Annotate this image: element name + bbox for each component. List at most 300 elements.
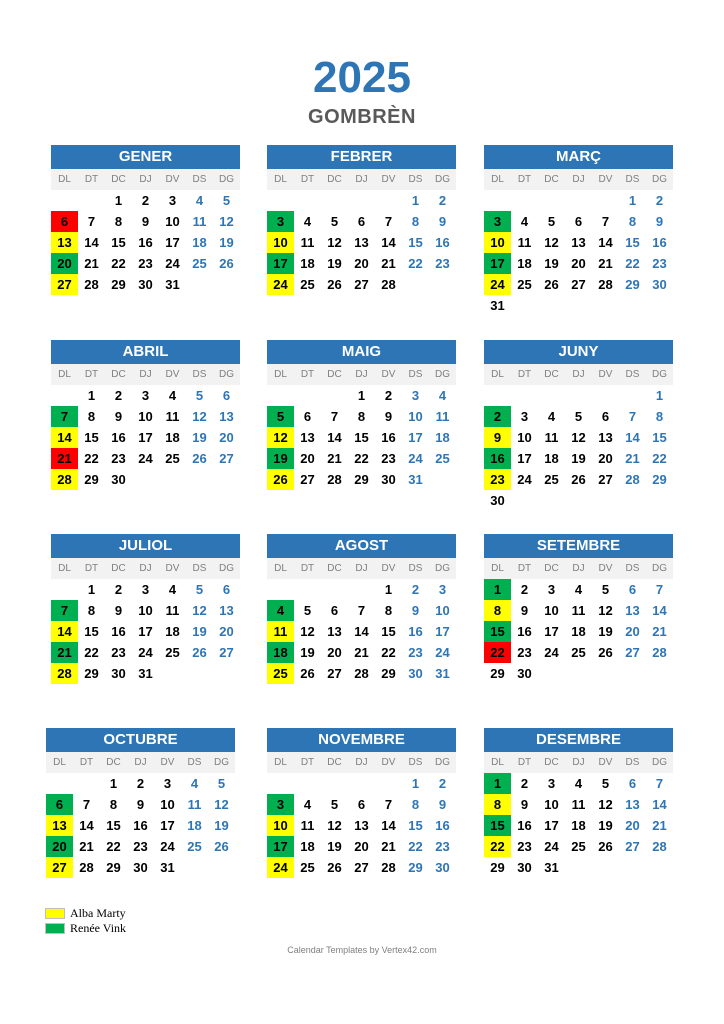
day-cell: 4 [520, 214, 529, 229]
day-cell: 14 [354, 624, 369, 639]
day-cell: 28 [598, 277, 613, 292]
weekday-label: DL [58, 174, 71, 185]
day-cell: 3 [484, 211, 511, 232]
day-cell: 10 [408, 409, 423, 424]
day-cell: 30 [138, 277, 153, 292]
day-cell: 22 [484, 836, 511, 857]
day-cell: 5 [267, 406, 294, 427]
day-cell: 21 [327, 451, 342, 466]
weekday-label: DT [517, 563, 532, 574]
day-cell: 19 [192, 624, 207, 639]
weekday-label: DL [491, 757, 504, 768]
day-cell: 16 [517, 624, 532, 639]
day-cell: 8 [628, 214, 637, 229]
day-cell: 3 [547, 776, 556, 791]
day-cell: 2 [384, 388, 393, 403]
day-cell: 4 [267, 600, 294, 621]
month-desembre [484, 728, 673, 878]
day-cell: 9 [411, 603, 420, 618]
day-cell: 27 [300, 472, 315, 487]
day-cell: 5 [303, 603, 312, 618]
day-cell: 2 [114, 388, 123, 403]
day-grid [51, 385, 240, 490]
weekday-label: DG [219, 369, 234, 380]
day-cell: 2 [520, 776, 529, 791]
day-cell: 16 [435, 818, 450, 833]
day-cell: 18 [435, 430, 450, 445]
month-header: FEBRER [267, 145, 456, 169]
day-cell: 17 [138, 430, 153, 445]
weekday-label: DG [652, 369, 667, 380]
day-cell: 23 [111, 645, 126, 660]
empty-cell [484, 190, 511, 211]
month-juliol [51, 534, 240, 684]
day-cell: 9 [114, 603, 123, 618]
day-cell: 25 [165, 645, 180, 660]
day-cell: 24 [435, 645, 450, 660]
day-cell: 3 [163, 776, 172, 791]
day-cell: 5 [574, 409, 583, 424]
day-cell: 30 [111, 666, 126, 681]
empty-cell [267, 579, 294, 600]
weekday-row [267, 169, 456, 190]
day-cell: 21 [381, 256, 396, 271]
weekday-label: DJ [139, 563, 152, 574]
day-cell: 1 [628, 193, 637, 208]
weekday-label: DJ [355, 174, 368, 185]
day-cell: 6 [303, 409, 312, 424]
day-cell: 7 [384, 214, 393, 229]
weekday-label: DT [84, 174, 99, 185]
day-cell: 4 [303, 214, 312, 229]
day-cell: 9 [438, 797, 447, 812]
day-cell: 9 [655, 214, 664, 229]
day-cell: 3 [411, 388, 420, 403]
day-cell: 18 [571, 624, 586, 639]
day-cell: 15 [484, 815, 511, 836]
day-cell: 2 [114, 582, 123, 597]
month-maig [267, 340, 456, 490]
day-cell: 27 [354, 860, 369, 875]
day-cell: 25 [165, 451, 180, 466]
day-cell: 10 [138, 409, 153, 424]
day-cell: 27 [219, 451, 234, 466]
month-febrer [267, 145, 456, 295]
month-setembre [484, 534, 673, 684]
empty-cell [46, 773, 73, 794]
weekday-label: DT [84, 563, 99, 574]
weekday-label: DC [327, 757, 342, 768]
weekday-row [484, 558, 673, 579]
day-cell: 13 [625, 603, 640, 618]
day-cell: 1 [411, 776, 420, 791]
weekday-label: DS [408, 369, 423, 380]
day-cell: 22 [625, 256, 640, 271]
day-cell: 24 [544, 645, 559, 660]
day-cell: 13 [219, 409, 234, 424]
day-cell: 31 [544, 860, 559, 875]
day-cell: 5 [195, 388, 204, 403]
day-cell: 26 [327, 277, 342, 292]
day-cell: 15 [84, 624, 99, 639]
day-cell: 31 [408, 472, 423, 487]
day-cell: 14 [381, 818, 396, 833]
day-grid [51, 190, 240, 295]
day-cell: 22 [484, 642, 511, 663]
day-cell: 25 [517, 277, 532, 292]
weekday-label: DL [58, 563, 71, 574]
day-cell: 23 [484, 469, 511, 490]
day-cell: 20 [598, 451, 613, 466]
weekday-label: DS [625, 369, 640, 380]
day-cell: 30 [517, 860, 532, 875]
day-cell: 7 [384, 797, 393, 812]
day-cell: 4 [438, 388, 447, 403]
day-cell: 11 [517, 235, 532, 250]
day-cell: 1 [109, 776, 118, 791]
weekday-row [484, 364, 673, 385]
day-cell: 14 [327, 430, 342, 445]
day-cell: 16 [381, 430, 396, 445]
weekday-label: DJ [134, 757, 147, 768]
day-cell: 5 [217, 776, 226, 791]
legend-item-alba [45, 906, 126, 921]
day-cell: 17 [435, 624, 450, 639]
day-cell: 27 [46, 857, 73, 878]
empty-cell [538, 385, 565, 406]
weekday-label: DL [274, 563, 287, 574]
empty-cell [348, 579, 375, 600]
day-cell: 11 [267, 621, 294, 642]
day-cell: 2 [438, 776, 447, 791]
day-cell: 19 [300, 645, 315, 660]
day-cell: 19 [267, 448, 294, 469]
weekday-label: DG [219, 174, 234, 185]
month-header: MARÇ [484, 145, 673, 169]
day-cell: 6 [222, 388, 231, 403]
day-cell: 27 [625, 645, 640, 660]
weekday-label: DC [111, 563, 126, 574]
empty-cell [511, 385, 538, 406]
empty-cell [321, 385, 348, 406]
month-març [484, 145, 673, 316]
day-cell: 20 [571, 256, 586, 271]
weekday-label: DV [381, 369, 396, 380]
day-cell: 9 [136, 797, 145, 812]
day-cell: 16 [517, 818, 532, 833]
weekday-label: DG [219, 563, 234, 574]
weekday-label: DG [214, 757, 229, 768]
day-cell: 25 [300, 277, 315, 292]
day-cell: 10 [544, 797, 559, 812]
month-octubre [46, 728, 235, 878]
day-cell: 29 [354, 472, 369, 487]
empty-cell [484, 385, 511, 406]
day-cell: 18 [165, 430, 180, 445]
empty-cell [565, 190, 592, 211]
month-juny [484, 340, 673, 511]
day-cell: 29 [84, 472, 99, 487]
day-cell: 11 [571, 797, 586, 812]
day-cell: 14 [51, 621, 78, 642]
day-cell: 7 [51, 406, 78, 427]
day-cell: 3 [267, 794, 294, 815]
day-cell: 6 [574, 214, 583, 229]
day-cell: 11 [187, 797, 202, 812]
day-cell: 17 [517, 451, 532, 466]
day-cell: 18 [544, 451, 559, 466]
day-cell: 22 [408, 256, 423, 271]
day-cell: 28 [354, 666, 369, 681]
day-cell: 7 [51, 600, 78, 621]
legend-swatch-yellow [45, 908, 65, 919]
day-cell: 13 [354, 235, 369, 250]
weekday-label: DG [652, 757, 667, 768]
day-cell: 20 [327, 645, 342, 660]
day-cell: 8 [411, 214, 420, 229]
day-cell: 12 [327, 235, 342, 250]
day-cell: 3 [141, 582, 150, 597]
day-cell: 18 [192, 235, 207, 250]
weekday-label: DT [300, 174, 315, 185]
month-header: GENER [51, 145, 240, 169]
day-cell: 16 [435, 235, 450, 250]
weekday-row [267, 558, 456, 579]
day-cell: 18 [571, 818, 586, 833]
day-cell: 4 [574, 582, 583, 597]
empty-cell [51, 385, 78, 406]
day-cell: 15 [484, 621, 511, 642]
day-cell: 5 [195, 582, 204, 597]
day-cell: 27 [598, 472, 613, 487]
weekday-label: DV [598, 563, 613, 574]
weekday-label: DC [106, 757, 121, 768]
day-grid [267, 385, 456, 490]
day-cell: 18 [300, 839, 315, 854]
day-cell: 20 [300, 451, 315, 466]
weekday-label: DS [408, 757, 423, 768]
weekday-label: DL [53, 757, 66, 768]
day-cell: 28 [79, 860, 94, 875]
day-cell: 22 [354, 451, 369, 466]
day-cell: 13 [354, 818, 369, 833]
day-cell: 12 [192, 603, 207, 618]
day-cell: 31 [160, 860, 175, 875]
empty-cell [375, 773, 402, 794]
day-cell: 9 [114, 409, 123, 424]
day-cell: 23 [133, 839, 148, 854]
weekday-label: DC [544, 757, 559, 768]
day-cell: 14 [381, 235, 396, 250]
day-cell: 22 [84, 645, 99, 660]
day-cell: 24 [544, 839, 559, 854]
empty-cell [321, 190, 348, 211]
day-cell: 30 [435, 860, 450, 875]
day-cell: 16 [484, 448, 511, 469]
weekday-label: DV [598, 757, 613, 768]
day-cell: 13 [571, 235, 586, 250]
day-cell: 1 [87, 388, 96, 403]
day-cell: 11 [571, 603, 586, 618]
day-cell: 29 [84, 666, 99, 681]
day-cell: 23 [381, 451, 396, 466]
weekday-row [484, 752, 673, 773]
day-cell: 21 [51, 448, 78, 469]
day-cell: 7 [655, 582, 664, 597]
empty-cell [267, 190, 294, 211]
weekday-label: DJ [355, 563, 368, 574]
day-cell: 10 [435, 603, 450, 618]
day-cell: 28 [381, 860, 396, 875]
day-cell: 19 [544, 256, 559, 271]
day-cell: 21 [625, 451, 640, 466]
day-cell: 26 [267, 469, 294, 490]
day-cell: 6 [601, 409, 610, 424]
month-header: DESEMBRE [484, 728, 673, 752]
day-cell: 14 [652, 603, 667, 618]
day-cell: 6 [222, 582, 231, 597]
day-cell: 11 [300, 235, 315, 250]
day-cell: 14 [625, 430, 640, 445]
weekday-label: DV [381, 563, 396, 574]
day-cell: 22 [381, 645, 396, 660]
day-cell: 19 [327, 256, 342, 271]
day-cell: 3 [438, 582, 447, 597]
day-cell: 29 [490, 860, 505, 875]
weekday-label: DG [435, 174, 450, 185]
day-cell: 28 [652, 839, 667, 854]
day-cell: 28 [51, 469, 78, 490]
day-cell: 8 [411, 797, 420, 812]
empty-cell [592, 385, 619, 406]
weekday-label: DL [274, 174, 287, 185]
empty-cell [51, 579, 78, 600]
day-cell: 30 [652, 277, 667, 292]
day-grid [267, 773, 456, 878]
day-cell: 24 [267, 274, 294, 295]
weekday-row [267, 364, 456, 385]
day-cell: 26 [327, 860, 342, 875]
month-header: SETEMBRE [484, 534, 673, 558]
day-cell: 17 [484, 253, 511, 274]
weekday-label: DT [84, 369, 99, 380]
empty-cell [348, 773, 375, 794]
day-cell: 10 [267, 815, 294, 836]
day-cell: 13 [598, 430, 613, 445]
day-cell: 25 [571, 645, 586, 660]
day-cell: 27 [625, 839, 640, 854]
day-cell: 12 [300, 624, 315, 639]
weekday-label: DS [187, 757, 202, 768]
day-cell: 24 [138, 645, 153, 660]
weekday-label: DL [274, 369, 287, 380]
day-cell: 12 [267, 427, 294, 448]
weekday-label: DC [544, 369, 559, 380]
day-cell: 4 [168, 388, 177, 403]
month-header: MAIG [267, 340, 456, 364]
day-cell: 28 [51, 663, 78, 684]
day-cell: 11 [192, 214, 207, 229]
day-grid [267, 190, 456, 295]
day-cell: 12 [327, 818, 342, 833]
day-cell: 28 [625, 472, 640, 487]
month-header: ABRIL [51, 340, 240, 364]
empty-cell [267, 385, 294, 406]
weekday-label: DC [111, 369, 126, 380]
day-cell: 27 [51, 274, 78, 295]
day-cell: 25 [544, 472, 559, 487]
day-cell: 7 [87, 214, 96, 229]
weekday-label: DG [652, 174, 667, 185]
day-cell: 20 [219, 624, 234, 639]
weekday-row [51, 169, 240, 190]
weekday-label: DS [192, 369, 207, 380]
weekday-label: DV [165, 174, 180, 185]
weekday-label: DV [381, 757, 396, 768]
month-header: JULIOL [51, 534, 240, 558]
day-cell: 26 [300, 666, 315, 681]
weekday-label: DT [517, 174, 532, 185]
day-cell: 29 [381, 666, 396, 681]
day-cell: 15 [111, 235, 126, 250]
empty-cell [294, 385, 321, 406]
footer-credit: Calendar Templates by Vertex42.com [287, 945, 437, 955]
day-cell: 23 [517, 839, 532, 854]
day-cell: 17 [165, 235, 180, 250]
day-cell: 6 [330, 603, 339, 618]
day-cell: 24 [517, 472, 532, 487]
day-grid [267, 579, 456, 684]
empty-cell [375, 190, 402, 211]
empty-cell [321, 579, 348, 600]
day-cell: 24 [267, 857, 294, 878]
day-cell: 18 [267, 642, 294, 663]
calendar-year: 2025 [313, 53, 411, 102]
weekday-row [51, 558, 240, 579]
day-cell: 12 [598, 603, 613, 618]
day-cell: 30 [133, 860, 148, 875]
day-cell: 26 [214, 839, 229, 854]
weekday-label: DT [79, 757, 94, 768]
day-cell: 8 [87, 409, 96, 424]
weekday-label: DG [652, 563, 667, 574]
day-cell: 15 [625, 235, 640, 250]
weekday-label: DS [408, 174, 423, 185]
day-cell: 8 [484, 794, 511, 815]
day-cell: 26 [571, 472, 586, 487]
day-cell: 4 [547, 409, 556, 424]
day-cell: 29 [106, 860, 121, 875]
day-cell: 22 [652, 451, 667, 466]
month-header: OCTUBRE [46, 728, 235, 752]
day-cell: 18 [300, 256, 315, 271]
day-cell: 20 [354, 256, 369, 271]
legend [45, 906, 126, 936]
day-cell: 30 [490, 493, 505, 508]
day-cell: 23 [138, 256, 153, 271]
day-cell: 5 [330, 797, 339, 812]
day-cell: 19 [219, 235, 234, 250]
empty-cell [619, 385, 646, 406]
day-cell: 22 [408, 839, 423, 854]
weekday-label: DS [408, 563, 423, 574]
day-cell: 17 [408, 430, 423, 445]
day-grid [46, 773, 235, 878]
empty-cell [294, 190, 321, 211]
day-cell: 24 [138, 451, 153, 466]
day-cell: 2 [141, 193, 150, 208]
day-cell: 10 [267, 232, 294, 253]
